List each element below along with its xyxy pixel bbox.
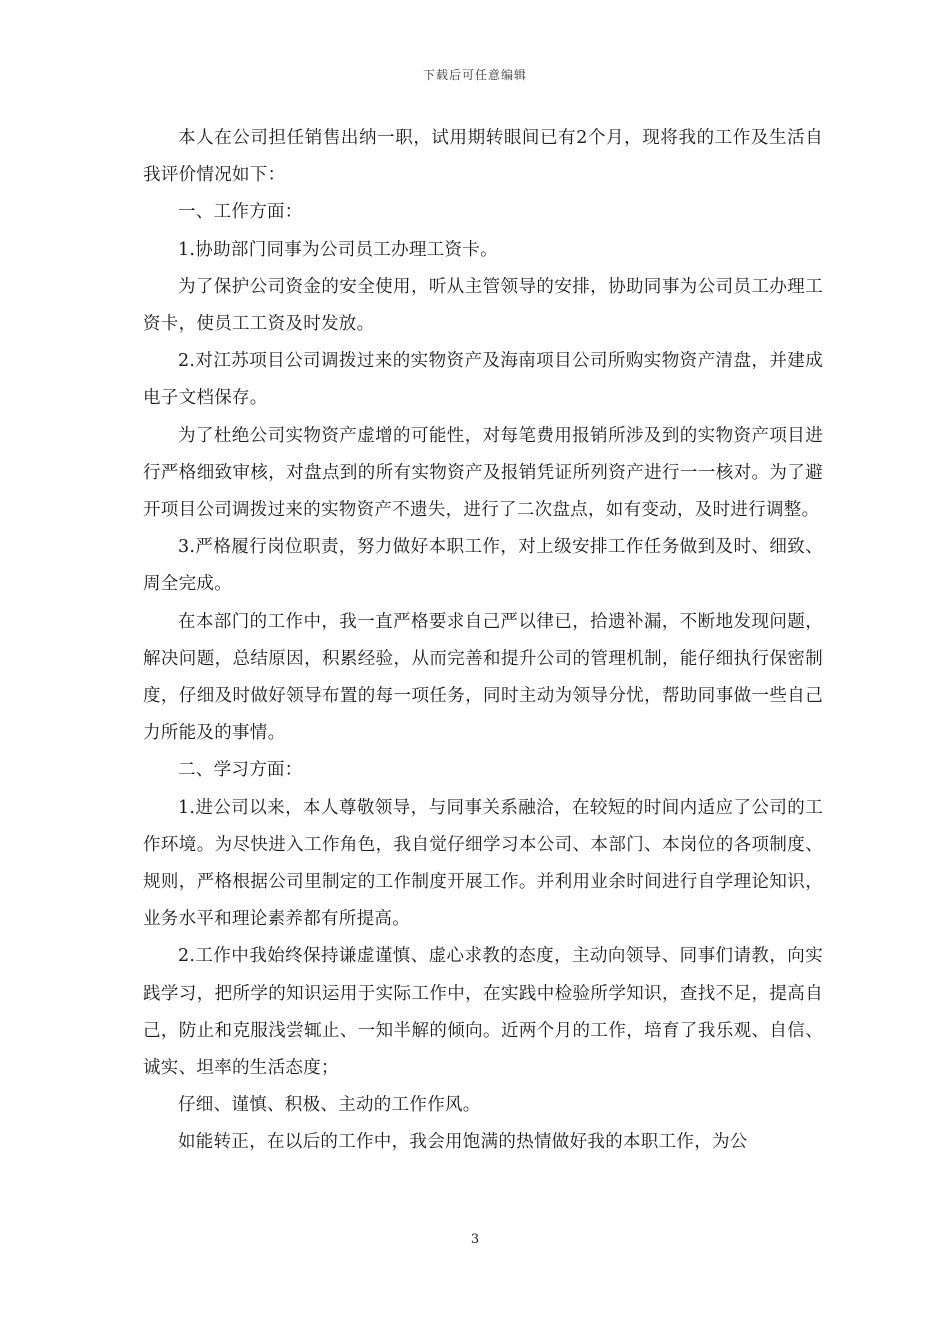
paragraph-work-item-2-detail: 为了杜绝公司实物资产虚增的可能性，对每笔费用报销所涉及到的实物资产项目进行严格细致审核，对盘点到的所有实物资产及报销凭证所列资产进行一一核对。为了避开项目公司调拨过来的实物资产不遗失，进行了二次盘点，如有变动，及时进行调整。 [143, 425, 823, 521]
page-number: 3 [470, 1232, 480, 1247]
paragraph-work-style: 仔细、谨慎、积极、主动的工作作风。 [178, 1095, 481, 1116]
paragraph-work-item-1-detail: 为了保护公司资金的安全使用，听从主管领导的安排，协助同事为公司员工办理工资卡，使员工工资及时发放。 [143, 276, 823, 335]
paragraph-work-item-3: 3.严格履行岗位职责，努力做好本职工作，对上级安排工作任务做到及时、细致、周全完成。 [143, 537, 823, 595]
section-heading-work: 一、工作方面： [178, 202, 303, 223]
paragraph-work-item-3-detail: 在本部门的工作中，我一直严格要求自己严以律已，拾遗补漏，不断地发现问题，解决问题，总结原因，积累经验，从而完善和提升公司的管理机制，能仔细执行保密制度，仔细及时做好领导布置的每一项任务，同时主动为领导分忧，帮助同事做一些自己力所能及的事情。 [143, 611, 823, 744]
paragraph-intro: 本人在公司担任销售出纳一职，试用期转眼间已有2个月，现将我的工作及生活自我评价情况如下： [143, 128, 823, 186]
paragraph-work-item-2: 2.对江苏项目公司调拨过来的实物资产及海南项目公司所购实物资产清盘，并建成电子文档保存。 [143, 351, 823, 409]
section-heading-study: 二、学习方面： [178, 760, 303, 781]
paragraph-work-item-1: 1.协助部门同事为公司员工办理工资卡。 [178, 239, 498, 260]
document-body [143, 120, 823, 1162]
page-header-note: 下载后可任意编辑 [422, 68, 527, 82]
paragraph-study-item-1: 1.进公司以来，本人尊敬领导，与同事关系融洽，在较短的时间内适应了公司的工作环境。为尽快进入工作角色，我自觉仔细学习本公司、本部门、本岗位的各项制度、规则，严格根据公司里制定的工作制度开展工作。并利用业余时间进行自学理论知识，业务水平和理论素养都有所提高。 [143, 797, 823, 930]
paragraph-study-item-2: 2.工作中我始终保持谦虚谨慎、虚心求教的态度，主动向领导、同事们请教，向实践学习，把所学的知识运用于实际工作中，在实践中检验所学知识，查找不足，提高自己，防止和克服浅尝辄止、一知半解的倾向。近两个月的工作，培育了我乐观、自信、诚实、坦率的生活态度； [143, 946, 823, 1079]
paragraph-conclusion: 如能转正，在以后的工作中，我会用饱满的热情做好我的本职工作，为公 [178, 1132, 748, 1153]
